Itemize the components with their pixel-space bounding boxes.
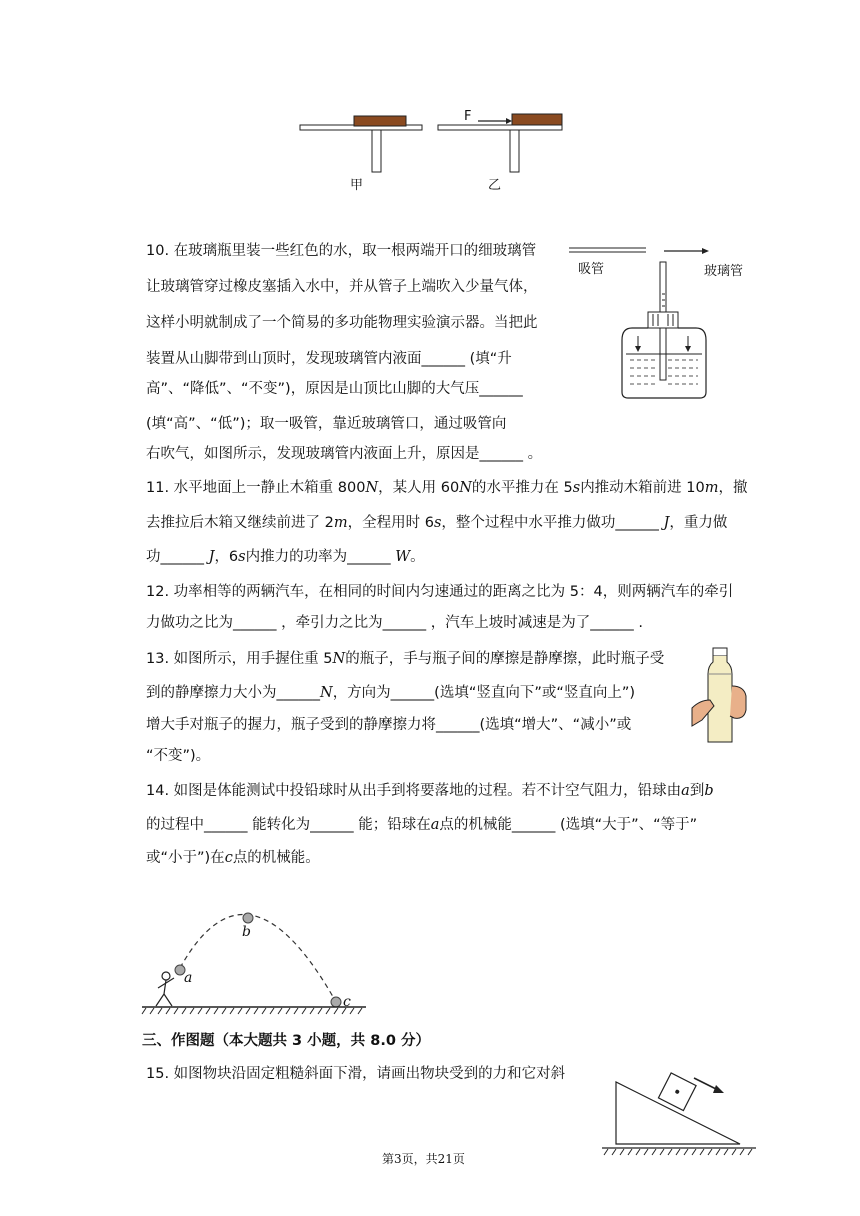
q11-line-3: 功______ J，6s内推力的功率为______ W。 [146, 549, 425, 565]
q12-line-1: 12. 功率相等的两辆汽车，在相同的时间内匀速通过的距离之比为 5：4，则两辆汽车的牵引 [146, 584, 734, 600]
figure-bottle-straw [566, 242, 756, 402]
q12-line-2: 力做功之比为______ ，牵引力之比为______ ，汽车上坡时减速是为了______ . [146, 615, 643, 631]
q13-line-4: “不变”)。 [146, 748, 211, 764]
q13-line-2: 到的静摩擦力大小为______N，方向为______(选填“竖直向下”或“竖直向上”) [146, 685, 636, 701]
q14-line-2: 的过程中______ 能转化为______ 能；铅球在a点的机械能______ (选填“大于”、“等于” [146, 817, 698, 833]
figure-bottle-hand [690, 646, 750, 746]
section-3-title: 三、作图题（本大题共 3 小题，共 8.0 分） [142, 1033, 430, 1049]
q14-line-3: 或“小于”)在c点的机械能。 [146, 850, 320, 866]
q10-line-1: 10. 在玻璃瓶里装一些红色的水，取一根两端开口的细玻璃管 [146, 243, 537, 259]
figure-jia-yi-drawing [296, 108, 566, 198]
q10-line-4: 装置从山脚带到山顶时，发现玻璃管内液面______ (填“升 [146, 351, 512, 367]
q13-line-3: 增大手对瓶子的握力，瓶子受到的静摩擦力将______(选填“增大”、“减小”或 [146, 717, 632, 733]
q10-line-3: 这样小明就制成了一个简易的多功能物理实验演示器。当把此 [146, 315, 538, 331]
label-straw: 吸管 [578, 262, 605, 277]
figure-shot-put [140, 902, 370, 1022]
q11-line-2: 去推拉后木箱又继续前进了 2m，全程用时 6s，整个过程中水平推力做功______ J，重力做 [146, 515, 728, 531]
label-jia: 甲 [350, 178, 364, 193]
label-glass-tube: 玻璃管 [704, 264, 744, 279]
q10-line-6: (填“高”、“低”)；取一吸管，靠近玻璃管口，通过吸管向 [146, 416, 507, 432]
incline-drawing [600, 1060, 760, 1160]
shot-put-drawing [140, 902, 370, 1022]
label-force-F: F [464, 109, 472, 124]
q14-line-1: 14. 如图是体能测试中投铅球时从出手到将要落地的过程。若不计空气阻力，铅球由a到b [146, 783, 714, 799]
bottle-hand-drawing [690, 646, 750, 746]
q10-line-5: 高”、“降低”、“不变”)，原因是山顶比山脚的大气压______ [146, 381, 523, 397]
figure-jia-yi [296, 108, 566, 198]
q10-line-2: 让玻璃管穿过橡皮塞插入水中，并从管子上端吹入少量气体， [146, 279, 538, 295]
label-yi: 乙 [488, 178, 502, 193]
q13-line-1: 13. 如图所示，用手握住重 5N的瓶子，手与瓶子间的摩擦是静摩擦，此时瓶子受 [146, 651, 665, 667]
q10-line-7: 右吹气，如图所示，发现玻璃管内液面上升，原因是______ 。 [146, 446, 543, 462]
page-footer: 第3页，共21页 [382, 1152, 465, 1166]
label-point-b: b [242, 924, 251, 940]
q15-line-1: 15. 如图物块沿固定粗糙斜面下滑，请画出物块受到的力和它对斜 [146, 1066, 566, 1082]
label-point-a: a [184, 970, 193, 986]
q11-line-1: 11. 水平地面上一静止木箱重 800N，某人用 60N的水平推力在 5s内推动木箱前进 10m，撤 [146, 480, 748, 496]
label-point-c: c [343, 994, 351, 1010]
figure-incline-block [600, 1060, 760, 1160]
